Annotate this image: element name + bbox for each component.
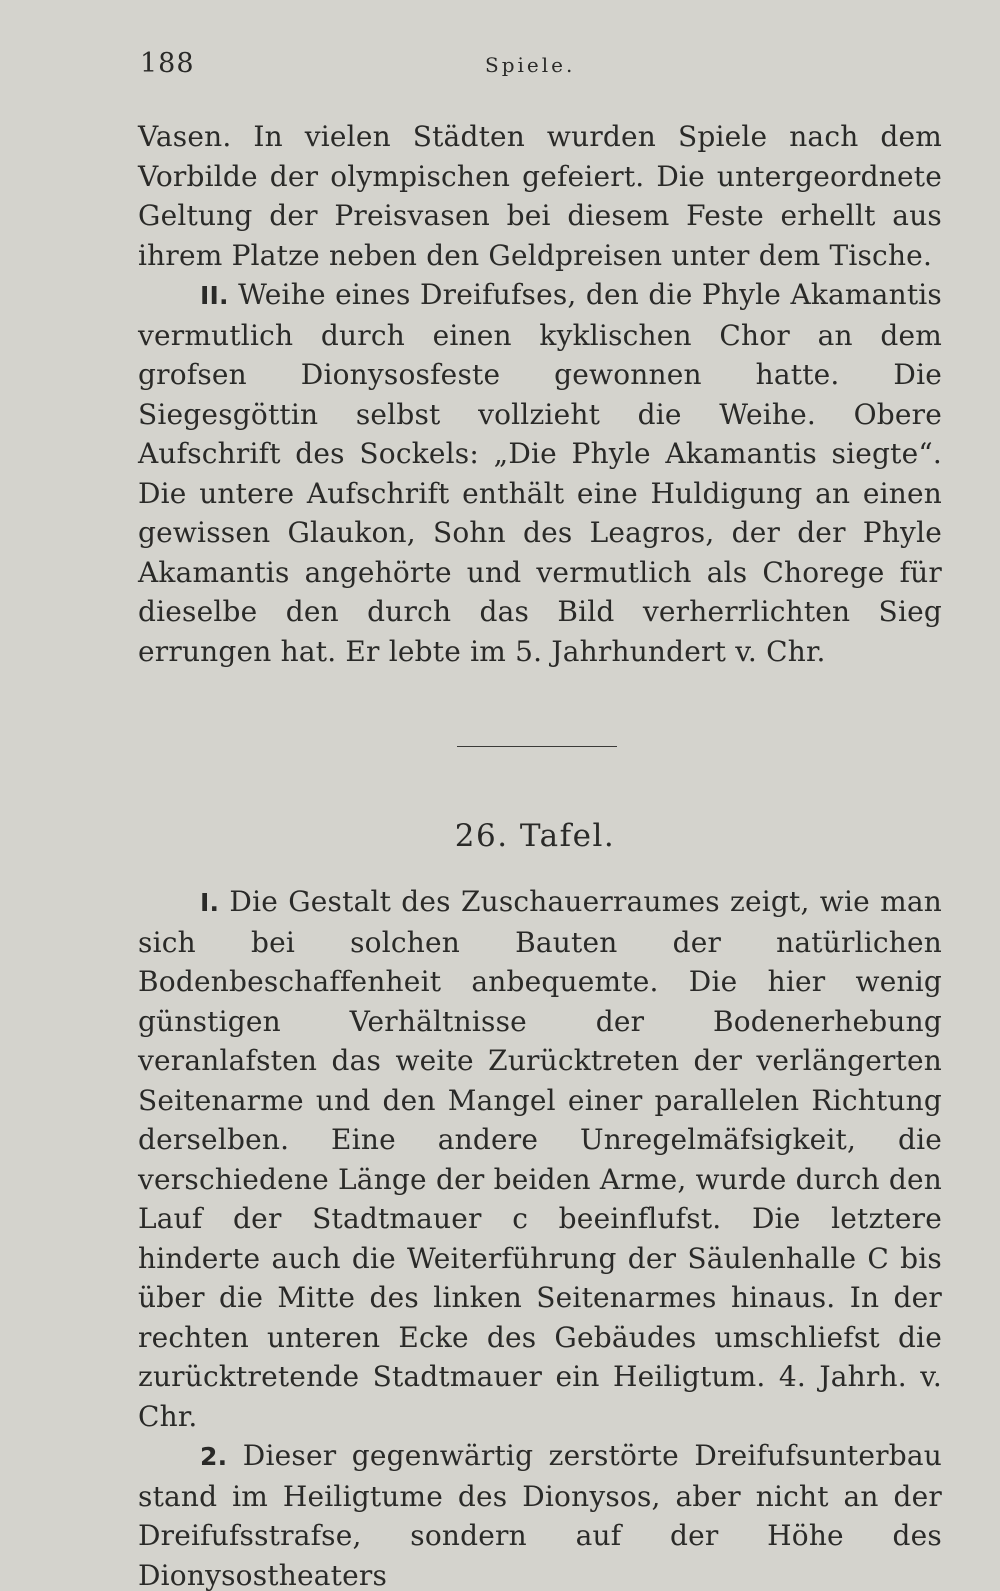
page-header [140,48,940,88]
paragraph-text: Dieser gegenwärtig zerstörte Dreifufsunterbau stand im Heiligtume des Dionysos, aber nicht an der Dreifufsstrafse, sondern auf der Höhe des Dionysostheaters [138,1439,942,1591]
paragraph-vasen: Vasen. In vielen Städten wurden Spiele nach dem Vorbilde der olympischen gefeiert. Die untergeordnete Geltung der Preisvasen bei diesem Feste erhellt aus ihrem Platze neben den Geldpreisen unter dem Tische. [138,120,942,272]
text-block-top [138,117,942,671]
section-divider [457,746,617,747]
item-number: I. [200,888,220,917]
paragraph-dreifuss [138,275,942,671]
section-heading-text: 26. Tafel. [454,818,616,854]
running-head: Spiele. [485,53,576,77]
item-number: II. [200,281,229,310]
section-heading [0,818,1000,854]
paragraph-text: Die Gestalt des Zuschauerraumes zeigt, wie man sich bei solchen Bauten der natürlichen Bodenbeschaffenheit anbequemte. Die hier wenig günstigen Verhältnisse der Bodenerhebung veranlafsten das weite Zurücktreten der verlängerten Seitenarme und den Mangel einer parallelen Richtung derselben. Eine andere Unregelmäfsigkeit, die verschiedene Länge der beiden Arme, wurde durch den Lauf der Stadtmauer c beeinflufst. Die letztere hinderte auch die Weiterführung der Säulenhalle C bis über die Mitte des linken Seitenarmes hinaus. In der rechten unteren Ecke des Gebäudes umschliefst die zurücktretende Stadtmauer ein Heiligtum. 4. Jahrh. v. Chr. [138,885,942,1433]
item-number: 2. [200,1442,228,1471]
paragraph-dreifussunterbau [138,1436,942,1591]
page-number: 188 [140,48,195,79]
paragraph-zuschauerraum [138,882,942,1436]
text-block-bottom [138,882,942,1591]
paragraph-text: Weihe eines Dreifufses, den die Phyle Akamantis vermutlich durch einen kyklischen Chor an dem grofsen Dionysosfeste gewonnen hatte. Die Siegesgöttin selbst vollzieht die Weihe. Obere Aufschrift des Sockels: „Die Phyle Akamantis siegte“. Die untere Aufschrift enthält eine Huldigung an einen gewissen Glaukon, Sohn des Leagros, der der Phyle Akamantis angehörte und vermutlich als Chorege für dieselbe den durch das Bild verherrlichten Sieg errungen hat. Er lebte im 5. Jahrhundert v. Chr. [138,278,942,668]
